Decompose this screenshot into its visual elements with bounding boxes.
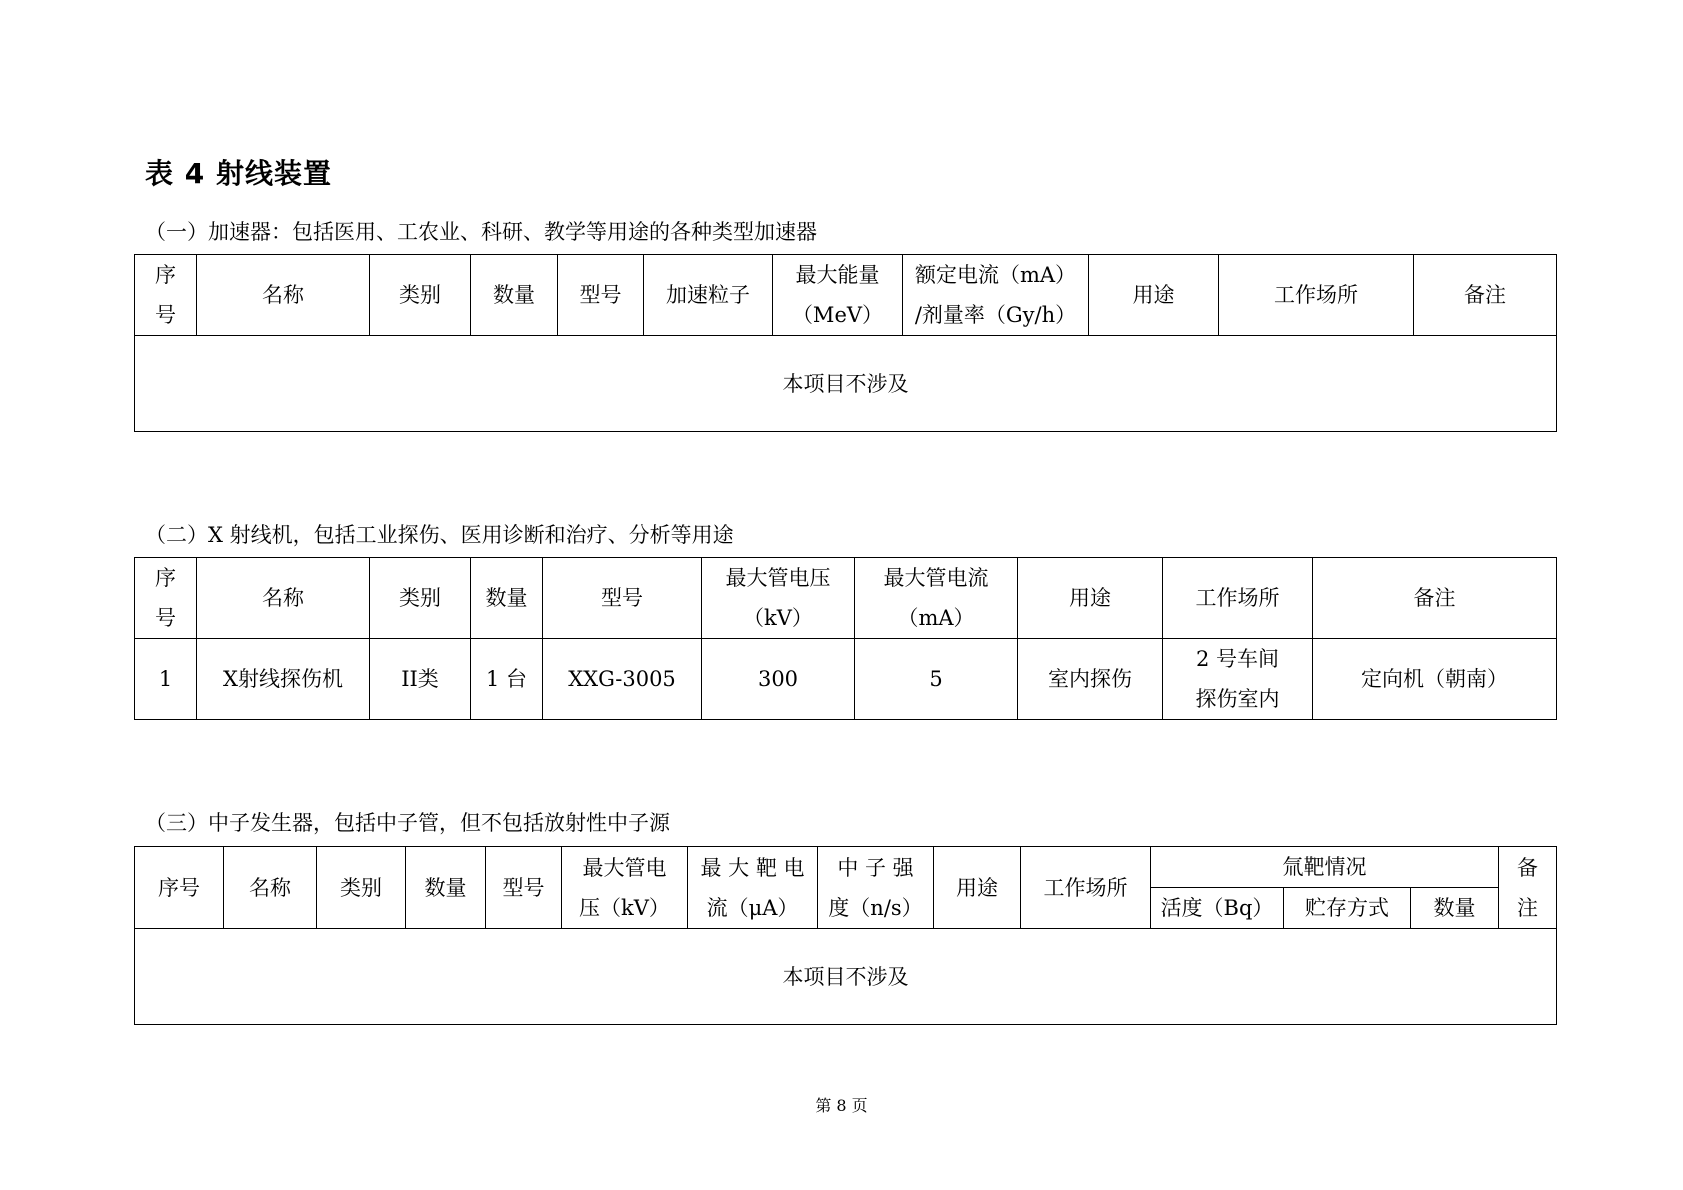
not-applicable-text: 本项目不涉及 bbox=[135, 336, 1557, 432]
cell-use: 室内探伤 bbox=[1018, 639, 1163, 720]
header-row bbox=[135, 255, 1557, 336]
section1-caption: （一）加速器：包括医用、工农业、科研、教学等用途的各种类型加速器 bbox=[145, 220, 817, 244]
cell-quantity: 1 台 bbox=[471, 639, 543, 720]
header-note: 备 注 bbox=[1499, 847, 1557, 929]
header-model: 型号 bbox=[558, 255, 644, 336]
header-site: 工作场所 bbox=[1219, 255, 1414, 336]
header-note: 备注 bbox=[1313, 558, 1557, 639]
header-quantity: 数量 bbox=[471, 255, 558, 336]
header-model: 型号 bbox=[543, 558, 702, 639]
header-tritium-quantity: 数量 bbox=[1411, 888, 1499, 929]
header-voltage: 最大管电压 （kV） bbox=[702, 558, 855, 639]
header-name: 名称 bbox=[197, 255, 370, 336]
cell-seq: 1 bbox=[135, 639, 197, 720]
header-row bbox=[135, 847, 1557, 888]
table-row bbox=[135, 639, 1557, 720]
header-particle: 加速粒子 bbox=[644, 255, 773, 336]
accelerator-table bbox=[134, 254, 1557, 432]
not-applicable-text: 本项目不涉及 bbox=[135, 929, 1557, 1025]
header-site: 工作场所 bbox=[1163, 558, 1313, 639]
header-quantity: 数量 bbox=[406, 847, 486, 929]
header-use: 用途 bbox=[1089, 255, 1219, 336]
page-title: 表 4 射线装置 bbox=[145, 157, 332, 190]
header-activity: 活度（Bq） bbox=[1151, 888, 1284, 929]
cell-site: 2 号车间 探伤室内 bbox=[1163, 639, 1313, 720]
cell-voltage: 300 bbox=[702, 639, 855, 720]
section2-caption: （二）X 射线机，包括工业探伤、医用诊断和治疗、分析等用途 bbox=[145, 523, 734, 547]
header-current: 最大管电流 （mA） bbox=[855, 558, 1018, 639]
cell-current: 5 bbox=[855, 639, 1018, 720]
header-quantity: 数量 bbox=[471, 558, 543, 639]
header-note: 备注 bbox=[1414, 255, 1557, 336]
section3-caption: （三）中子发生器，包括中子管，但不包括放射性中子源 bbox=[145, 811, 670, 835]
header-use: 用途 bbox=[934, 847, 1021, 929]
neutron-generator-table bbox=[134, 846, 1557, 1025]
cell-category: II类 bbox=[370, 639, 471, 720]
page-number: 第 8 页 bbox=[815, 1096, 868, 1115]
header-category: 类别 bbox=[370, 255, 471, 336]
header-seq: 序号 bbox=[135, 847, 224, 929]
cell-model: XXG-3005 bbox=[543, 639, 702, 720]
header-voltage: 最大管电 压（kV） bbox=[562, 847, 688, 929]
cell-note: 定向机（朝南） bbox=[1313, 639, 1557, 720]
header-name: 名称 bbox=[224, 847, 317, 929]
header-use: 用途 bbox=[1018, 558, 1163, 639]
xray-table bbox=[134, 557, 1557, 720]
header-category: 类别 bbox=[317, 847, 406, 929]
header-name: 名称 bbox=[197, 558, 370, 639]
header-row bbox=[135, 558, 1557, 639]
header-current: 额定电流（mA） /剂量率（Gy/h） bbox=[903, 255, 1089, 336]
header-model: 型号 bbox=[486, 847, 562, 929]
header-intensity: 中 子 强 度（n/s） bbox=[818, 847, 934, 929]
table-row bbox=[135, 336, 1557, 432]
header-seq: 序 号 bbox=[135, 558, 197, 639]
header-tritium-target: 氚靶情况 bbox=[1151, 847, 1499, 888]
header-site: 工作场所 bbox=[1021, 847, 1151, 929]
cell-name: X射线探伤机 bbox=[197, 639, 370, 720]
header-energy: 最大能量 （MeV） bbox=[773, 255, 903, 336]
header-target-current: 最 大 靶 电 流（μA） bbox=[688, 847, 818, 929]
table-row bbox=[135, 929, 1557, 1025]
header-category: 类别 bbox=[370, 558, 471, 639]
header-seq: 序 号 bbox=[135, 255, 197, 336]
header-storage: 贮存方式 bbox=[1284, 888, 1411, 929]
